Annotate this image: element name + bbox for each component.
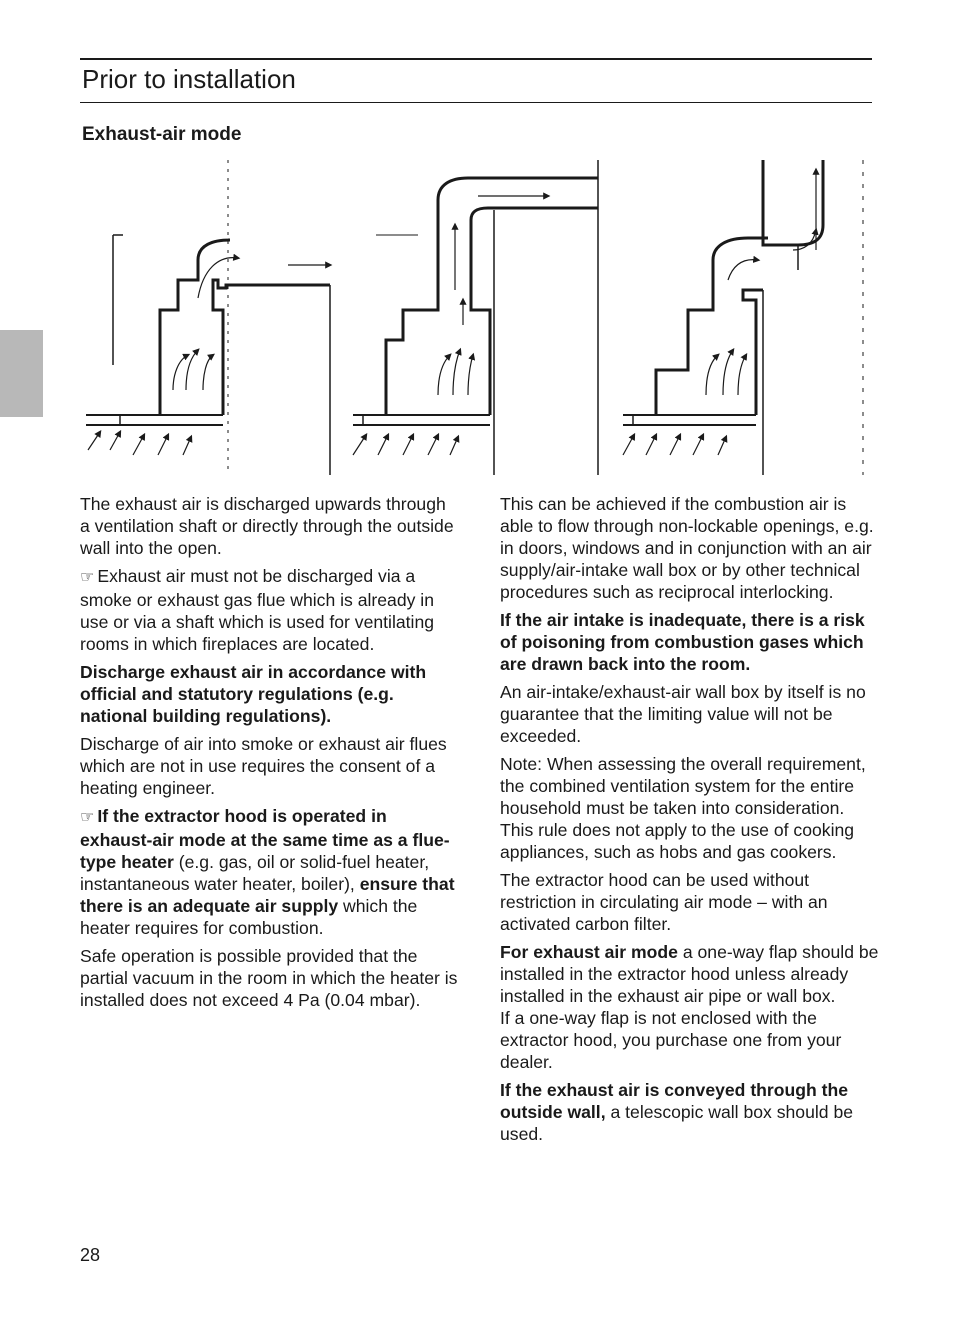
paragraph [500, 1079, 880, 1145]
bold-text: If the extractor hood is operated in exhaust-air mode at the same time as a flue-type heater [80, 806, 450, 872]
note-paragraph [80, 565, 460, 655]
chapter-side-tab [0, 330, 43, 417]
pointing-hand-icon: ☞ [80, 569, 95, 586]
right-text-column [500, 493, 880, 1151]
section-title: Exhaust-air mode [82, 124, 242, 145]
paragraph [500, 941, 880, 1073]
header-top-rule [80, 58, 872, 60]
text: a one-way flap should be installed in the extractor hood unless already installed in the exhaust air pipe or wall box. [500, 942, 879, 1006]
page-number: 28 [80, 1245, 101, 1265]
paragraph: Note: When assessing the overall requirement, the combined ventilation system for the entire household must be taken into consideration. This rule does not apply to the use of cooking appliances, such as hobs and gas cookers. [500, 754, 866, 862]
note-paragraph [80, 805, 460, 939]
text: a telescopic wall box should be used. [500, 1102, 854, 1144]
page-title: Prior to installation [82, 64, 296, 94]
warning-paragraph [80, 661, 460, 727]
paragraph: Safe operation is possible provided that the partial vacuum in the room in which the heater is installed does not exceed 4 Pa (0.04 mbar). [80, 946, 458, 1010]
bold-text: For exhaust air mode [500, 942, 678, 962]
paragraph: Discharge of air into smoke or exhaust air flues which are not in use requires the consent of a heating engineer. [80, 734, 447, 798]
diagram-panel-wall-exit [86, 160, 330, 475]
left-text-column [80, 493, 460, 1017]
warning-text: Discharge exhaust air in accordance with official and statutory regulations (e.g. national building regulations). [80, 662, 427, 726]
note-text: Exhaust air must not be discharged via a smoke or exhaust gas flue which is already in use or via a shaft which is used for ventilating rooms in which fireplaces are located. [80, 566, 435, 654]
warning-text: If the air intake is inadequate, there is a risk of poisoning from combustion gases which are drawn back into the room. [500, 610, 865, 674]
warning-paragraph [500, 609, 880, 675]
paragraph: The extractor hood can be used without restriction in circulating air mode – with an activated carbon filter. [500, 870, 828, 934]
text: which the heater requires for combustion. [80, 896, 418, 938]
diagram-panel-shaft-exit [353, 160, 598, 475]
paragraph: The exhaust air is discharged upwards through a ventilation shaft or directly through the outside wall into the open. [80, 494, 454, 558]
text: If a one-way flap is not enclosed with the extractor hood, you purchase one from your dealer. [500, 1008, 842, 1072]
header-bottom-rule [80, 102, 872, 103]
pointing-hand-icon: ☞ [80, 809, 95, 826]
diagram-panel-vertical-shaft [598, 160, 863, 475]
bold-text: If the exhaust air is conveyed through the outside wall, [500, 1080, 849, 1122]
paragraph: An air-intake/exhaust-air wall box by itself is no guarantee that the limiting value will not be exceeded. [500, 682, 866, 746]
bold-text: ensure that there is an adequate air supply [80, 874, 455, 916]
paragraph: This can be achieved if the combustion air is able to flow through non-lockable openings, e.g. in doors, windows and in conjunction with an air supply/air-intake wall box or by other technical procedures such as reciprocal interlocking. [500, 494, 874, 602]
text: (e.g. gas, oil or solid-fuel heater, instantaneous water heater, boiler), [80, 852, 430, 894]
exhaust-air-diagram [78, 150, 878, 485]
